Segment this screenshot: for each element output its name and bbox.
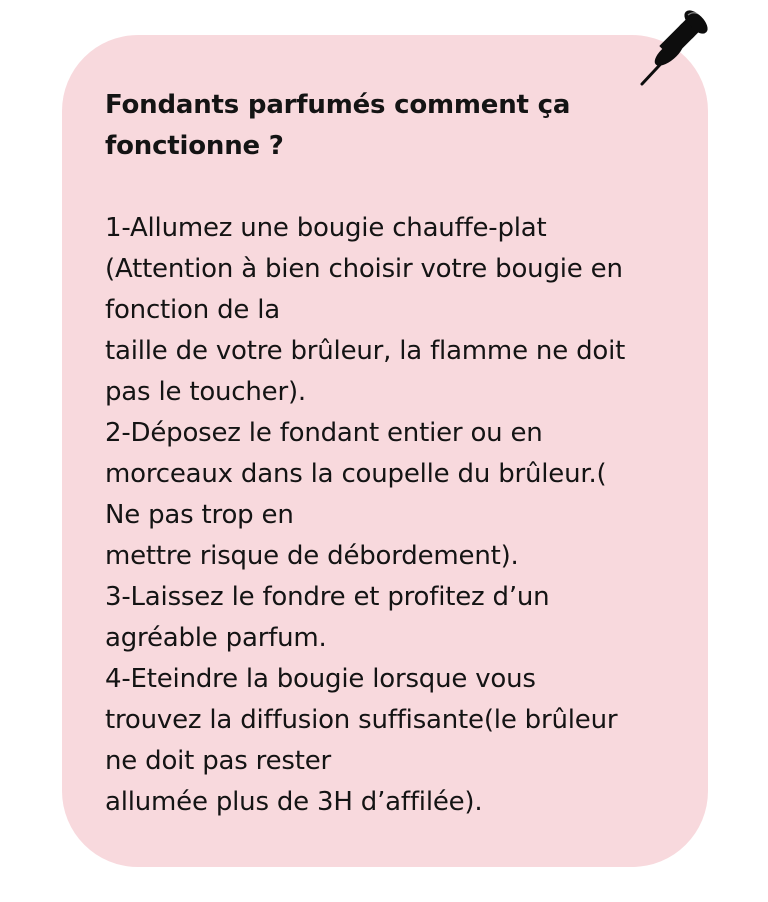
body-line: ne doit pas rester <box>105 746 332 776</box>
instruction-steps <box>105 208 685 823</box>
body-line: 2-Déposez le fondant entier ou en <box>105 418 543 448</box>
page-title <box>105 85 685 167</box>
body-line: fonction de la <box>105 295 281 325</box>
body-line: trouvez la diffusion suffisante(le brûleur <box>105 705 618 735</box>
body-line: 3-Laissez le fondre et profitez d’un <box>105 582 550 612</box>
body-line: agréable parfum. <box>105 623 327 653</box>
title-line: fonctionne ? <box>105 131 284 161</box>
body-line: allumée plus de 3H d’affilée). <box>105 787 483 817</box>
instructions-text <box>105 85 685 823</box>
body-line: morceaux dans la coupelle du brûleur.( <box>105 459 607 489</box>
pushpin-icon <box>636 6 712 88</box>
body-line: (Attention à bien choisir votre bougie en <box>105 254 623 284</box>
body-line: 1-Allumez une bougie chauffe-plat <box>105 213 547 243</box>
body-line: 4-Eteindre la bougie lorsque vous <box>105 664 536 694</box>
body-line: taille de votre brûleur, la flamme ne doit <box>105 336 626 366</box>
body-line: pas le toucher). <box>105 377 306 407</box>
title-line: Fondants parfumés comment ça <box>105 90 571 120</box>
body-line: mettre risque de débordement). <box>105 541 519 571</box>
body-line: Ne pas trop en <box>105 500 294 530</box>
